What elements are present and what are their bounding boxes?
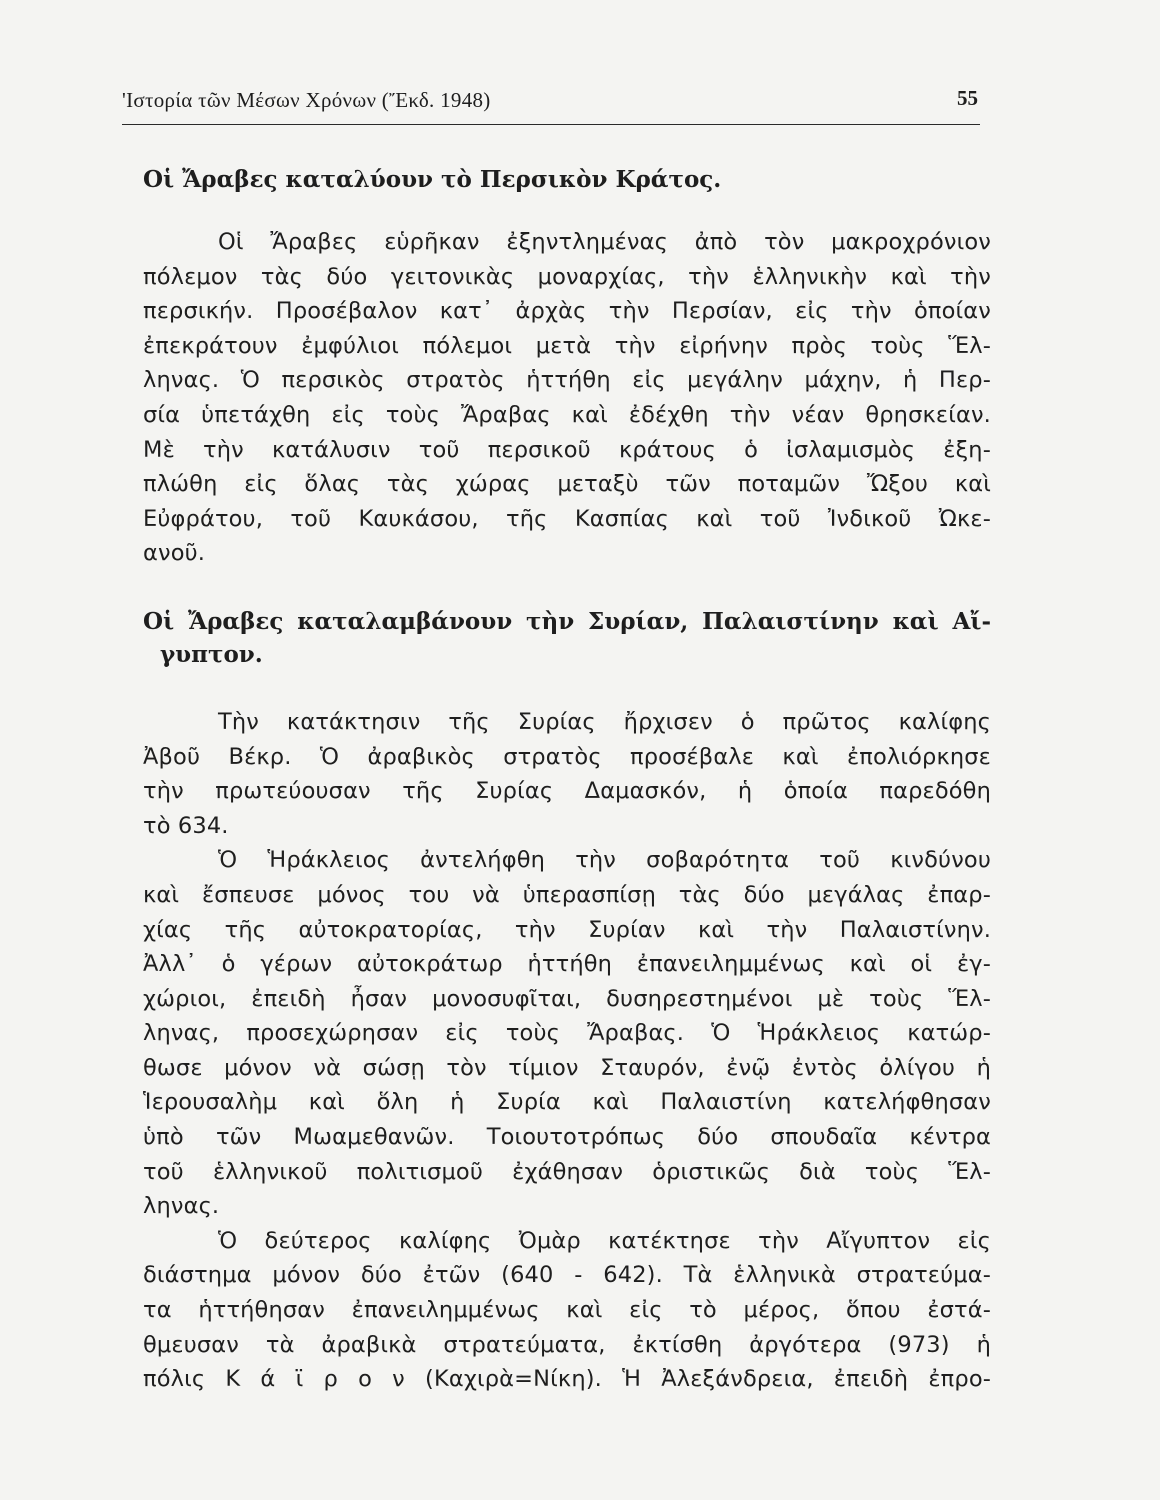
running-header — [122, 88, 980, 125]
page-number: 55 — [957, 86, 978, 110]
text-line: θμευσαν τὰ ἀραβικὰ στρατεύματα, ἐκτίσθη ἀργότερα (973) ἡ — [143, 1331, 991, 1358]
text-line: πλώθη εἰς ὅλας τὰς χώρας μεταξὺ τῶν ποταμῶν Ὤξου καὶ — [143, 471, 991, 498]
text-line: καὶ ἔσπευσε μόνος του νὰ ὑπερασπίσῃ τὰς δύο μεγάλας ἐπαρ- — [143, 881, 991, 908]
text-line: διάστημα μόνον δύο ἐτῶν (640 - 642). Τὰ ἑλληνικὰ στρατεύμα- — [143, 1262, 991, 1289]
text-line: Ἀλλ᾽ ὁ γέρων αὐτοκράτωρ ἡττήθη ἐπανειλημμένως καὶ οἱ ἐγ- — [143, 951, 991, 978]
text-line: Οἱ Ἄραβες εὑρῆκαν ἐξηντλημένας ἀπὸ τὸν μακροχρόνιον — [218, 229, 991, 255]
paragraph — [143, 225, 991, 571]
text-line: θωσε μόνον νὰ σώσῃ τὸν τίμιον Σταυρόν, ἐνῷ ἐντὸς ὀλίγου ἡ — [143, 1054, 991, 1081]
text-line: ανοῦ. — [143, 540, 206, 567]
text-line: Τὴν κατάκτησιν τῆς Συρίας ἤρχισεν ὁ πρῶτος καλίφης — [218, 708, 991, 735]
text-line: Ὁ δεύτερος καλίφης Ὀμὰρ κατέκτησε τὴν Αἴγυπτον εἰς — [218, 1227, 991, 1254]
text-line: ληνας. Ὁ περσικὸς στρατὸς ἡττήθη εἰς μεγάλην μάχην, ἡ Περ- — [143, 367, 991, 394]
paragraph — [143, 705, 991, 843]
text-line: πόλις Κ ά ϊ ρ ο ν (Καχιρὰ=Νίκη). Ἡ Ἀλεξάνδρεια, ἐπειδὴ ἐπρο- — [143, 1366, 991, 1393]
text-line: τοῦ ἑλληνικοῦ πολιτισμοῦ ἐχάθησαν ὁριστικῶς διὰ τοὺς Ἕλ- — [143, 1158, 991, 1185]
text-line: Ἀβοῦ Βέκρ. Ὁ ἀραβικὸς στρατὸς προσέβαλε καὶ ἐπολιόρκησε — [143, 743, 991, 770]
text-line: τα ἡττήθησαν ἐπανειλημμένως καὶ εἰς τὸ μέρος, ὅπου ἐστά- — [143, 1297, 991, 1324]
text-line: ληνας. — [143, 1193, 220, 1220]
text-line: περσικήν. Προσέβαλον κατ᾽ ἀρχὰς τὴν Περσίαν, εἰς τὴν ὁποίαν — [143, 298, 991, 325]
text-line: χίας τῆς αὐτοκρατορίας, τὴν Συρίαν καὶ τὴν Παλαιστίνην. — [143, 916, 991, 943]
header-title: 'Ιστορία τῶν Μέσων Χρόνων (Ἔκδ. 1948) — [122, 88, 491, 112]
text-line: ὑπὸ τῶν Μωαμεθανῶν. Τοιουτοτρόπως δύο σπουδαῖα κέντρα — [143, 1124, 991, 1151]
text-line: πόλεμον τὰς δύο γειτονικὰς μοναρχίας, τὴν ἑλληνικὴν καὶ τὴν — [143, 263, 991, 290]
text-line: Εὐφράτου, τοῦ Καυκάσου, τῆς Κασπίας καὶ τοῦ Ἰνδικοῦ Ὠκε- — [143, 505, 991, 532]
heading-line: Οἱ Ἄραβες καταλαμβάνουν τὴν Συρίαν, Παλαιστίνην καὶ Αἴ- — [143, 607, 991, 635]
text-line: Ὁ Ἡράκλειος ἀντελήφθη τὴν σοβαρότητα τοῦ κινδύνου — [218, 847, 991, 874]
text-line: τὸ 634. — [143, 812, 229, 839]
paragraph — [143, 1224, 991, 1397]
heading-line: Οἱ Ἄραβες καταλύουν τὸ Περσικὸν Κράτος. — [143, 166, 722, 193]
heading-line: γυπτον. — [160, 640, 263, 668]
text-line: τὴν πρωτεύουσαν τῆς Συρίας Δαμασκόν, ἡ ὁποία παρεδόθη — [143, 778, 991, 805]
section-heading-syria-palestine-egypt — [143, 605, 991, 671]
text-line: Μὲ τὴν κατάλυσιν τοῦ περσικοῦ κράτους ὁ ἰσλαμισμὸς ἐξη- — [143, 436, 991, 463]
section-heading-persian-state — [143, 163, 991, 196]
text-line: Ἱερουσαλὴμ καὶ ὅλη ἡ Συρία καὶ Παλαιστίνη κατελήφθησαν — [143, 1089, 991, 1116]
text-line: ἐπεκράτουν ἐμφύλιοι πόλεμοι μετὰ τὴν εἰρήνην πρὸς τοὺς Ἕλ- — [143, 332, 991, 359]
text-line: ληνας, προσεχώρησαν εἰς τοὺς Ἄραβας. Ὁ Ἡράκλειος κατώρ- — [143, 1020, 991, 1047]
text-line: σία ὑπετάχθη εἰς τοὺς Ἄραβας καὶ ἐδέχθη τὴν νέαν θρησκείαν. — [143, 401, 991, 428]
text-line: χώριοι, ἐπειδὴ ἦσαν μονοσυφῖται, δυσηρεστημένοι μὲ τοὺς Ἕλ- — [143, 985, 991, 1012]
paragraph — [143, 843, 991, 1224]
page-body — [143, 163, 991, 1397]
